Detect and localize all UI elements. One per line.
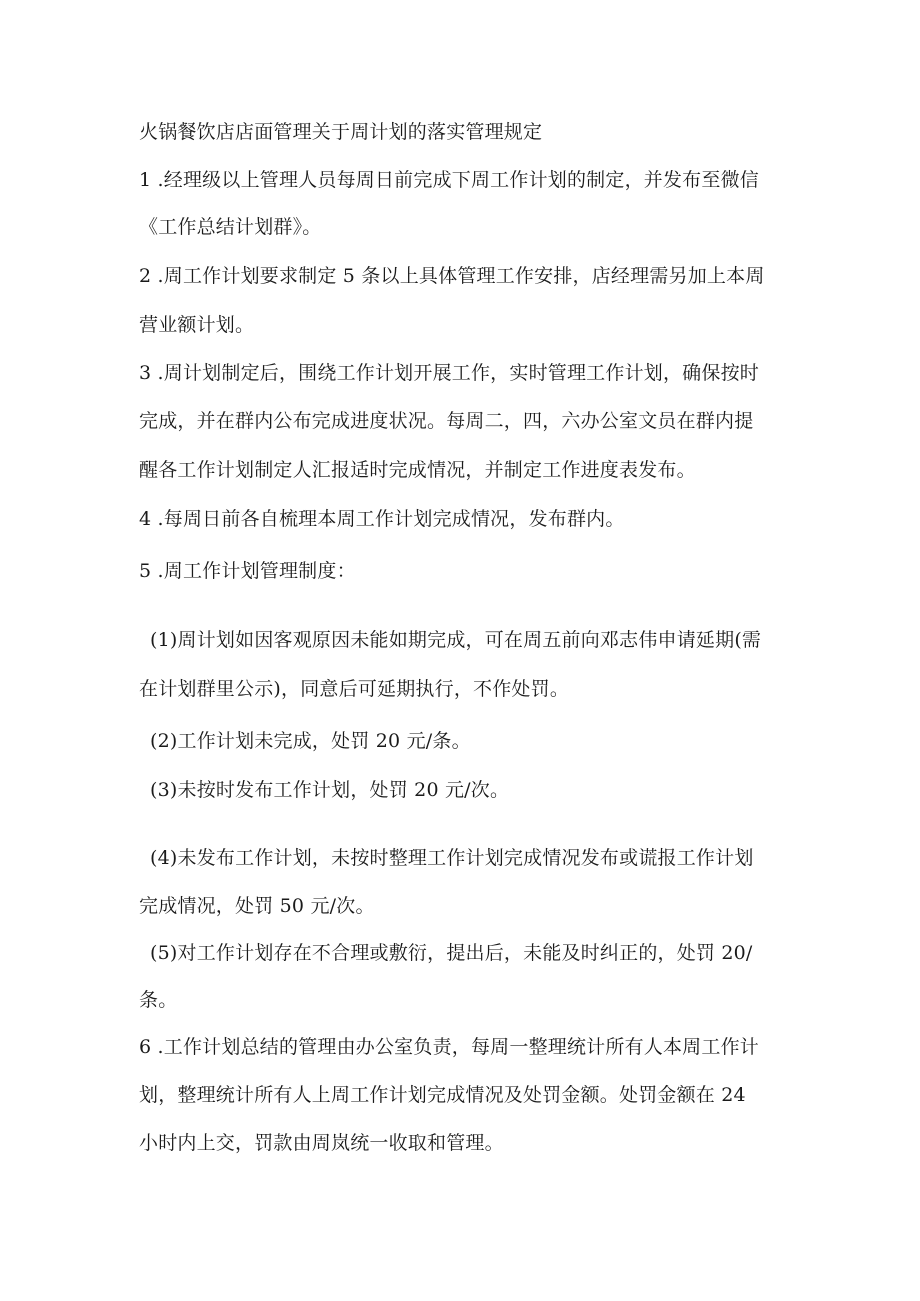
item-3-line-2: 完成，并在群内公布完成进度状况。每周二，四，六办公室文员在群内提 (139, 410, 754, 432)
subitem-4-line-1: (4)未发布工作计划，未按时整理工作计划完成情况发布或谎报工作计划 (150, 847, 754, 869)
item-6-line-2: 划，整理统计所有人上周工作计划完成情况及处罚金额。处罚金额在 24 (139, 1084, 746, 1106)
subitem-1-line-2: 在计划群里公示)，同意后可延期执行，不作处罚。 (139, 678, 570, 700)
item-6-line-1: 6 .工作计划总结的管理由办公室负责，每周一整理统计所有人本周工作计 (139, 1036, 759, 1058)
subitem-4-line-2: 完成情况，处罚 50 元/次。 (139, 895, 375, 917)
subitem-5-line-1: (5)对工作计划存在不合理或敷衍，提出后，未能及时纠正的，处罚 20/ (150, 942, 753, 964)
item-2-line-1: 2 .周工作计划要求制定 5 条以上具体管理工作安排，店经理需另加上本周 (139, 265, 765, 287)
subitem-1-line-1: (1)周计划如因客观原因未能如期完成，可在周五前向邓志伟申请延期(需 (150, 629, 762, 651)
item-6-line-3: 小时内上交，罚款由周岚统一收取和管理。 (139, 1132, 504, 1154)
item-4-line-1: 4 .每周日前各自梳理本周工作计划完成情况，发布群内。 (139, 508, 625, 530)
subitem-2-line-1: (2)工作计划未完成，处罚 20 元/条。 (150, 730, 471, 752)
item-3-line-1: 3 .周计划制定后，围绕工作计划开展工作，实时管理工作计划，确保按时 (139, 362, 759, 384)
document-title: 火锅餐饮店店面管理关于周计划的落实管理规定 (139, 121, 543, 143)
item-1-line-2: 《工作总结计划群》。 (139, 216, 322, 238)
subitem-5-line-2: 条。 (139, 989, 178, 1011)
item-5-line-1: 5 .周工作计划管理制度： (139, 560, 356, 582)
item-1-line-1: 1 .经理级以上管理人员每周日前完成下周工作计划的制定，并发布至微信 (139, 169, 759, 191)
item-2-line-2: 营业额计划。 (139, 314, 255, 336)
subitem-3-line-1: (3)未按时发布工作计划，处罚 20 元/次。 (150, 779, 510, 801)
item-3-line-3: 醒各工作计划制定人汇报适时完成情况，并制定工作进度表发布。 (139, 459, 696, 481)
